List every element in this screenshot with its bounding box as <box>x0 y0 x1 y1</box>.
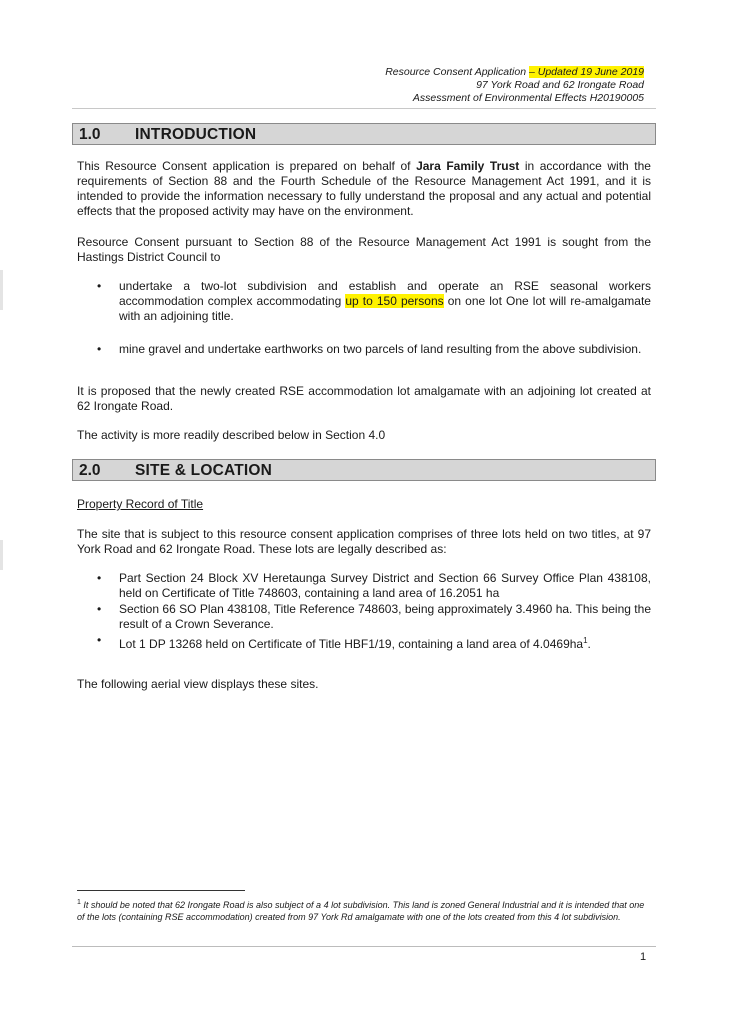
section-heading-introduction <box>72 123 656 145</box>
list-item-text: undertake a two-lot subdivision and establish and operate an RSE seasonal workers accommodation complex accommodating up to 150 persons on one lot One lot will re-amalgamate with an adjoining title. <box>119 279 651 323</box>
intro-paragraph-4: The activity is more readily described below in Section 4.0 <box>77 428 386 442</box>
section-title: SITE & LOCATION <box>135 462 273 479</box>
list-item-text: mine gravel and undertake earthworks on two parcels of land resulting from the above subdivision. <box>119 342 642 356</box>
header-line-1: Resource Consent Application – Updated 19 June 2019 <box>385 66 644 78</box>
intro-paragraph-1: This Resource Consent application is prepared on behalf of Jara Family Trust in accordance with the requirements of Section 88 and the Fourth Schedule of the Resource Management Act 1991, and it is intended to provide the information necessary to fully understand the proposal and any actual and potential effects that the proposed activity may have on the environment. <box>77 159 651 218</box>
section-number: 2.0 <box>79 462 101 479</box>
list-item-text: Section 66 SO Plan 438108, Title Reference 748603, being approximately 3.4960 ha. This being the result of a Crown Severance. <box>119 602 651 631</box>
text-highlight: up to 150 persons <box>345 294 444 308</box>
header-line-3: Assessment of Environmental Effects H20190005 <box>412 92 644 104</box>
bullet-icon: • <box>97 633 102 647</box>
footnote-reference: 1 <box>583 636 588 645</box>
site-paragraph-2: The following aerial view displays these sites. <box>77 677 319 691</box>
page-header <box>385 66 644 105</box>
footnote-marker: 1 <box>77 899 81 906</box>
scan-edge-mark <box>0 540 3 570</box>
footnote: $^1$ It should be noted that 62 Irongate Road is also subject of a 4 lot subdivision. This land is zoned General Industrial and it is intended that one of the lots (containing RSE accommodation) created from 97 York Rd amalgamate with one of the lots created from this 4 lot subdivision. <box>77 899 645 922</box>
page-number: 1 <box>640 951 647 963</box>
footer-divider <box>72 946 656 947</box>
site-paragraph-1: The site that is subject to this resource consent application comprises of three lots held on two titles, at 97 York Road and 62 Irongate Road. These lots are legally described as: <box>77 527 651 556</box>
header-line-2: 97 York Road and 62 Irongate Road <box>476 79 644 91</box>
header-highlight: – Updated 19 June 2019 <box>528 66 644 78</box>
list-item-text: Part Section 24 Block XV Heretaunga Survey District and Section 66 Survey Office Plan 438108, held on Certificate of Title 748603, containing a land area of 16.2051 ha <box>119 571 651 600</box>
intro-paragraph-2: Resource Consent pursuant to Section 88 of the Resource Management Act 1991 is sought from the Hastings District Council to <box>77 235 651 264</box>
list-item-text: Lot 1 DP 13268 held on Certificate of Title HBF1/19, containing a land area of $4.0469ha^1$. <box>119 636 591 651</box>
footnote-divider <box>77 890 245 891</box>
bullet-icon: • <box>97 342 102 356</box>
client-name: Jara Family Trust <box>416 159 520 173</box>
section-number: 1.0 <box>79 126 101 143</box>
bullet-icon: • <box>97 279 102 293</box>
scan-edge-mark <box>0 270 3 310</box>
subheading-property-record: Property Record of Title <box>77 497 204 511</box>
intro-paragraph-3: It is proposed that the newly created RSE accommodation lot amalgamate with an adjoining lot created at 62 Irongate Road. <box>77 384 651 413</box>
bullet-icon: • <box>97 571 102 585</box>
section-heading-site-location <box>72 459 656 481</box>
header-divider <box>72 108 656 109</box>
bullet-icon: • <box>97 602 102 616</box>
section-title: INTRODUCTION <box>135 126 257 143</box>
